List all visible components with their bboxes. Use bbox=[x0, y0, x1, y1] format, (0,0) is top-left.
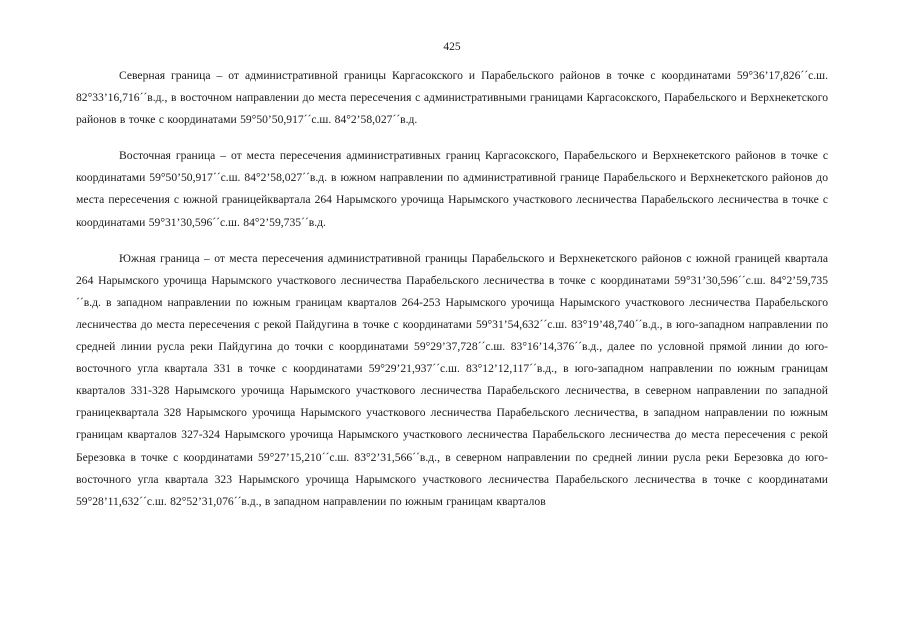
page-number: 425 bbox=[443, 41, 461, 53]
paragraph-east-boundary: Восточная граница – от места пересечения административных границ Каргасокского, Парабельского и Верхнекетского районов в точке с координатами 59°50’50,917´´с.ш. 84°2’58,027´´в.д. в южном направлении по административной границе Парабельского и Верхнекетского районов до места пересечения с южной границейквартала 264 Нарымского урочища Нарымского участкового лесничества Парабельского лесничества в точке с координатами 59°31’30,596´´с.ш. 84°2’59,735´´в.д. bbox=[76, 149, 828, 229]
document-page bbox=[76, 40, 828, 527]
paragraph-south-boundary: Южная граница – от места пересечения административной границы Парабельского и Верхнекетского районов с южной границей квартала 264 Нарымского урочища Нарымского участкового лесничества Парабельского лесничества в точке с координатами 59°31’30,596´´с.ш. 84°2’59,735´´в.д. в западном направлении по южным границам кварталов 264-253 Нарымского урочища Нарымского участкового лесничества Парабельского лесничества до места пересечения с рекой Пайдугина в точке с координатами 59°31’54,632´´с.ш. 83°19’48,740´´в.д., в юго-западном направлении по средней линии русла реки Пайдугина до точки с координатами 59°29’37,728´´с.ш. 83°16’14,376´´в.д., далее по условной прямой линии до юго-восточного угла квартала 331 в точке с координатами 59°29’21,937´´с.ш. 83°12’12,117´´в.д., в юго-западном направлении по южным границам кварталов 331-328 Нарымского урочища Нарымского участкового лесничества Парабельского лесничества, в северном направлении по западной границеквартала 328 Нарымского урочища Нарымского участкового лесничества Парабельского лесничества, в западном направлении по южным границам кварталов 327-324 Нарымского урочища Нарымского участкового лесничества Парабельского лесничества до места пересечения с рекой Березовка в точке с координатами 59°27’15,210´´с.ш. 83°2’31,566´´в.д., в северном направлении по средней линии русла реки Березовка до юго-восточного угла квартала 323 Нарымского урочища Нарымского участкового лесничества Парабельского лесничества в точке с координатами 59°28’11,632´´с.ш. 82°52’31,076´´в.д., в западном направлении по южным границам кварталов bbox=[76, 251, 828, 508]
paragraph-north-boundary: Северная граница – от административной границы Каргасокского и Парабельского районов в точке с координатами 59°36’17,826´´с.ш. 82°33’16,716´´в.д., в восточном направлении до места пересечения с административными границами Каргасокского, Парабельского и Верхнекетского районов в точке с координатами 59°50’50,917´´с.ш. 84°2’58,027´´в.д. bbox=[76, 69, 828, 127]
